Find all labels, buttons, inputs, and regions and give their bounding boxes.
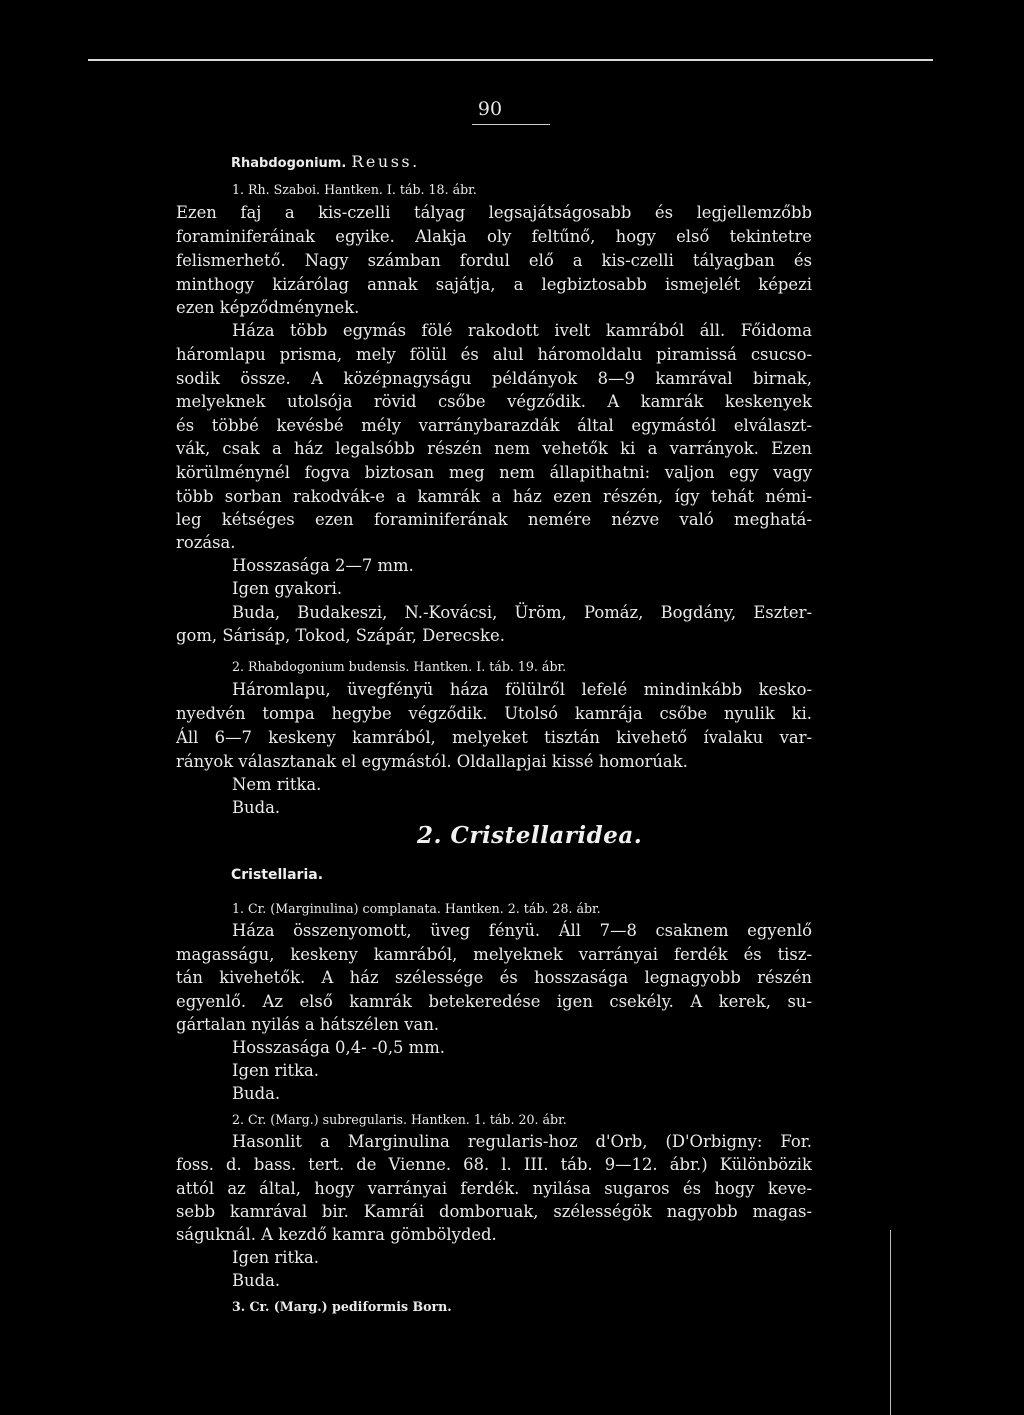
genus-header (231, 151, 420, 175)
text-line: minthogy kizárólag annak sajátja, a legbiztosabb ismejelét képezi (176, 275, 812, 294)
text-line: háromlapu prisma, mely fölül és alul háromoldalu piramissá csucso- (176, 345, 812, 364)
page-number-rule (472, 124, 550, 125)
margin-rule (890, 1230, 891, 1415)
genus-label: Cristellaria. (231, 867, 324, 883)
text-line: Hasonlit a Marginulina regularis-hoz d'Orb, (D'Orbigny: For. (232, 1132, 812, 1151)
text-line: magasságu, keskeny kamrából, melyeknek varrányai ferdék és tisz- (176, 945, 812, 964)
cr-2-frequency: Igen ritka. (232, 1248, 320, 1267)
text-line: gártalan nyilás a hátszélen van. (176, 1015, 440, 1034)
section-title: 2. Cristellaridea. (417, 822, 643, 849)
text-line: sodik össze. A középnagyságu példányok 8—9 kamrával birnak, (176, 369, 812, 388)
species-1-length: Hosszasága 2—7 mm. (232, 556, 414, 575)
species-1-localities-cont: gom, Sárisáp, Tokod, Szápár, Derecske. (176, 626, 505, 645)
species-1-heading: 1. Rh. Szaboi. Hantken. I. táb. 18. ábr. (232, 182, 477, 197)
text-line: leg kétséges ezen foraminiferának nemére nézve való meghatá- (176, 510, 812, 529)
text-line: foraminiferáinak egyike. Alakja oly feltűnő, hogy első tekintetre (176, 227, 812, 246)
text-line: rozása. (176, 533, 236, 552)
text-line: egyenlő. Az első kamrák betekeredése igen csekély. A kerek, su- (176, 992, 812, 1011)
cr-3-heading: 3. Cr. (Marg.) pediformis Born. (232, 1299, 452, 1314)
species-2-locality: Buda. (232, 798, 281, 817)
species-2-frequency: Nem ritka. (232, 775, 322, 794)
text-line: sebb kamrával bir. Kamrái domboruak, szélességök nagyobb magas- (176, 1202, 812, 1221)
species-1-frequency: Igen gyakori. (232, 579, 343, 598)
text-line: melyeknek utolsója rövid csőbe végződik. A kamrák keskenyek (176, 392, 812, 411)
text-line: foss. d. bass. tert. de Vienne. 68. l. III. táb. 9—12. ábr.) Különbözik (176, 1155, 812, 1174)
text-line: és többé kevésbé mély varránybarazdák által egymástól elválaszt- (176, 416, 812, 435)
top-rule (88, 59, 933, 61)
species-2-heading: 2. Rhabdogonium budensis. Hantken. I. táb. 19. ábr. (232, 659, 567, 674)
text-line: Ezen faj a kis-czelli tályag legsajátságosabb és legjellemzőbb (176, 203, 812, 222)
genus-author: Reuss. (351, 152, 420, 171)
page-number: 90 (477, 98, 503, 120)
text-line: több sorban rakodvák-e a kamrák a ház ezen részén, így tehát némi- (176, 487, 812, 506)
text-line: Áll 6—7 keskeny kamrából, melyeket tisztán kivehető ívalaku var- (176, 728, 812, 747)
text-line: vák, csak a ház legalsóbb részén nem vehetők ki a varrányok. Ezen (176, 439, 812, 458)
text-line: ságuknál. A kezdő kamra gömbölyded. (176, 1225, 497, 1244)
text-line: attól az által, hogy varrányai ferdék. nyilása sugaros és hogy keve- (176, 1179, 812, 1198)
cr-2-heading: 2. Cr. (Marg.) subregularis. Hantken. 1. táb. 20. ábr. (232, 1112, 567, 1127)
species-1-localities: Buda, Budakeszi, N.-Kovácsi, Üröm, Pomáz, Bogdány, Eszter- (232, 603, 812, 622)
text-line: tán kivehetők. A ház szélessége és hosszasága legnagyobb részén (176, 968, 812, 987)
text-line: rányok választanak el egymástól. Oldallapjai kissé homorúak. (176, 752, 688, 771)
text-line: Háza összenyomott, üveg fényü. Áll 7—8 csaknem egyenlő (232, 921, 812, 940)
text-line: ezen képződménynek. (176, 298, 360, 317)
cr-1-length: Hosszasága 0,4- -0,5 mm. (232, 1038, 445, 1057)
text-line: körülménynél fogva biztosan meg nem állapithatni: valjon egy vagy (176, 463, 812, 482)
text-line: Háromlapu, üvegfényü háza fölülről lefelé mindinkább kesko- (232, 680, 812, 699)
cr-2-locality: Buda. (232, 1271, 281, 1290)
genus-name: Rhabdogonium. (231, 156, 347, 171)
cr-1-locality: Buda. (232, 1084, 281, 1103)
cr-1-heading: 1. Cr. (Marginulina) complanata. Hantken. 2. táb. 28. ábr. (232, 901, 601, 916)
text-line: Háza több egymás fölé rakodott ivelt kamrából áll. Főidoma (232, 321, 812, 340)
cr-1-frequency: Igen ritka. (232, 1061, 320, 1080)
text-line: felismerhető. Nagy számban fordul elő a kis-czelli tályagban és (176, 251, 812, 270)
text-line: nyedvén tompa hegybe végződik. Utolsó kamrája csőbe nyulik ki. (176, 704, 812, 723)
